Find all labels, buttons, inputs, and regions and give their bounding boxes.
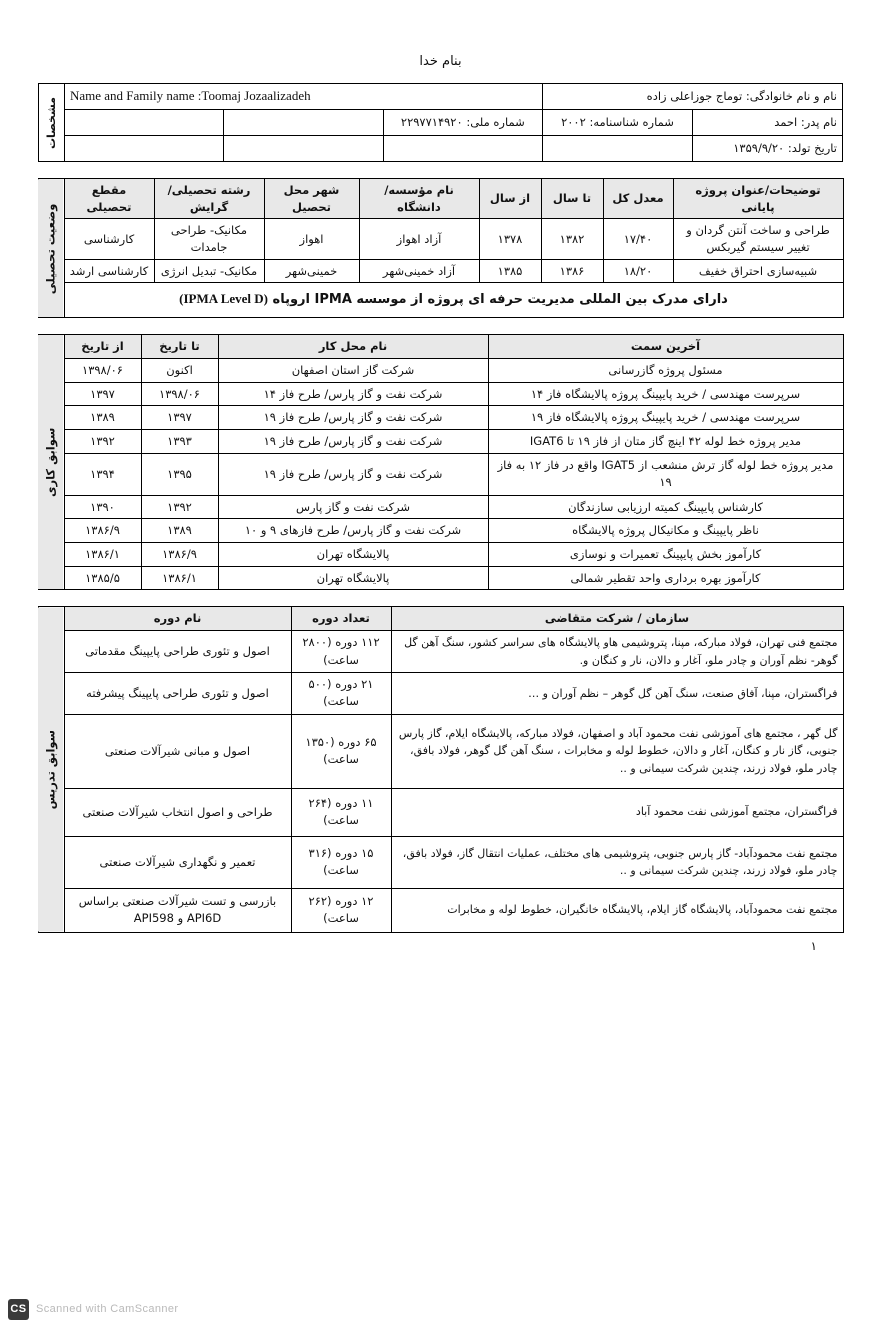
work-from-date: ۱۳۹۷ [64, 382, 141, 406]
work-from-date: ۱۳۹۰ [64, 495, 141, 519]
work-side-label: سوابق کاری [38, 335, 64, 590]
work-workplace: پالایشگاه تهران [218, 542, 488, 566]
table-row [38, 429, 843, 453]
page-number: ۱ [810, 938, 817, 953]
work-history-table [38, 334, 844, 590]
work-workplace: شرکت نفت و گاز پارس/ طرح فازهای ۹ و ۱۰ [218, 519, 488, 543]
education-project: شبیه‌سازی احتراق خفیف [673, 259, 843, 283]
work-to-date: ۱۳۸۹ [141, 519, 218, 543]
education-city: خمینی‌شهر [264, 259, 359, 283]
education-header-field: رشته تحصیلی/گرایش [154, 179, 264, 219]
work-header-position: آخرین سمت [488, 335, 843, 359]
table-row [39, 136, 843, 162]
work-to-date: ۱۳۹۳ [141, 429, 218, 453]
work-to-date: ۱۳۹۵ [141, 453, 218, 495]
work-position: سرپرست مهندسی / خرید پایپینگ پروژه پالایشگاه فاز ۱۴ [488, 382, 843, 406]
table-row [38, 495, 843, 519]
teaching-course-name: اصول و تئوری طراحی پایپینگ پیشرفته [64, 673, 291, 715]
work-position: مدیر پروژه خط لوله گاز ترش منشعب از IGAT5 واقع در فاز ۱۲ به فاز ۱۹ [488, 453, 843, 495]
table-header-row [38, 179, 843, 219]
teaching-course-name: اصول و مبانی شیرآلات صنعتی [64, 714, 291, 788]
work-header-from: از تاریخ [64, 335, 141, 359]
teaching-course-name: تعمیر و نگهداری شیرآلات صنعتی [64, 836, 291, 888]
ipma-note-fa: دارای مدرک بین المللی مدیریت حرفه ای پروژه از موسسه IPMA اروپاه [272, 292, 728, 308]
table-row [38, 453, 843, 495]
table-row [39, 84, 843, 110]
work-workplace: شرکت گاز استان اصفهان [218, 358, 488, 382]
teaching-org: مجتمع نفت محمودآباد- گاز پارس جنوبی، پتروشیمی های مختلف، عملیات انتقال گاز، فولاد بافق، چادر ملو، فولاد زرند، چندین شرکت سیمانی و .. [391, 836, 843, 888]
table-row [38, 630, 843, 672]
education-to-year: ۱۳۸۶ [541, 259, 603, 283]
work-from-date: ۱۳۸۶/۹ [64, 519, 141, 543]
identity-table [38, 83, 843, 162]
education-gpa: ۱۷/۴۰ [603, 219, 673, 259]
work-position: مدیر پروژه خط لوله ۴۲ اینچ گاز متان از فاز ۱۹ تا IGAT6 [488, 429, 843, 453]
identity-blank-cell-c [543, 136, 693, 162]
education-gpa: ۱۸/۲۰ [603, 259, 673, 283]
teaching-org: مجتمع فنی تهران، فولاد مبارکه، مپنا، پتروشیمی هاو پالایشگاه های سراسر کشور، سنگ آهن گل گوهر- نظم آوران و چادر ملو، آغار و دالان، نار و کنگان و. [391, 630, 843, 672]
teaching-header-org: سازمان / شرکت متقاضی [391, 607, 843, 631]
education-header-to-year: تا سال [541, 179, 603, 219]
education-from-year: ۱۳۸۵ [479, 259, 541, 283]
identity-blank-cell-a [224, 110, 383, 136]
work-workplace: شرکت نفت و گاز پارس/ طرح فاز ۱۹ [218, 453, 488, 495]
education-field: مکانیک- طراحی جامدات [154, 219, 264, 259]
education-header-degree: مقطع تحصیلی [64, 179, 154, 219]
table-row [38, 673, 843, 715]
identity-father-name: نام پدر: احمد [693, 110, 843, 136]
identity-national-id: شماره ملی: ۲۲۹۷۷۱۴۹۲۰ [383, 110, 542, 136]
table-row [38, 788, 843, 836]
work-header-to: تا تاریخ [141, 335, 218, 359]
work-from-date: ۱۳۸۵/۵ [64, 566, 141, 590]
teaching-count: ۱۲ دوره (۲۶۲ ساعت) [291, 888, 391, 932]
table-header-row [38, 335, 843, 359]
work-position: ناظر پایپینگ و مکانیکال پروژه پالایشگاه [488, 519, 843, 543]
teaching-org: گل گهر ، مجتمع های آموزشی نفت محمود آباد و اصفهان، فولاد مبارکه، پالایشگاه ایلام، گاز پارس جنوبی، گاز نار و کنگان، آغار و دالان، خطوط لوله و مخابرات ، سنگ آهن گل گوهر، فولاد بافق، چادر ملو، فولاد زرند، چندین شرکت سیمانی و .. [391, 714, 843, 788]
table-row [38, 519, 843, 543]
education-table [38, 178, 844, 318]
camscanner-watermark [0, 1292, 881, 1326]
education-institute: آزاد اهواز [359, 219, 479, 259]
education-side-label: وضعیت تحصیلی [38, 179, 64, 318]
education-city: اهواز [264, 219, 359, 259]
work-from-date: ۱۳۹۴ [64, 453, 141, 495]
ipma-certificate-note [64, 283, 843, 318]
work-position: کارشناس پایپینگ کمیته ارزیابی سازندگان [488, 495, 843, 519]
identity-blank-cell-b [65, 110, 224, 136]
work-from-date: ۱۳۹۸/۰۶ [64, 358, 141, 382]
identity-certificate-no: شماره شناسنامه: ۲۰۰۲ [543, 110, 693, 136]
table-row [38, 283, 843, 318]
work-position: کارآموز بخش پایپینگ تعمیرات و نوسازی [488, 542, 843, 566]
teaching-count: ۱۱ دوره (۲۶۴ ساعت) [291, 788, 391, 836]
work-to-date: ۱۳۹۲ [141, 495, 218, 519]
teaching-count: ۱۵ دوره (۳۱۶ ساعت) [291, 836, 391, 888]
work-from-date: ۱۳۸۹ [64, 406, 141, 430]
camscanner-logo-icon: CS [8, 1299, 29, 1320]
work-workplace: پالایشگاه تهران [218, 566, 488, 590]
education-header-gpa: معدل کل [603, 179, 673, 219]
education-header-from-year: از سال [479, 179, 541, 219]
work-position: کارآموز بهره برداری واحد تقطیر شمالی [488, 566, 843, 590]
teaching-side-label: سوابق تدریس [38, 607, 64, 932]
table-row [38, 714, 843, 788]
work-position: سرپرست مهندسی / خرید پایپینگ پروژه پالایشگاه فاز ۱۹ [488, 406, 843, 430]
table-row [38, 888, 843, 932]
work-to-date: ۱۳۸۶/۱ [141, 566, 218, 590]
identity-blank-cell-e [224, 136, 383, 162]
table-row [38, 566, 843, 590]
table-row [38, 219, 843, 259]
work-to-date: اکنون [141, 358, 218, 382]
work-workplace: شرکت نفت و گاز پارس/ طرح فاز ۱۹ [218, 429, 488, 453]
work-position: مسئول پروژه گازرسانی [488, 358, 843, 382]
teaching-org: مجتمع نفت محمودآباد، پالایشگاه گاز ایلام، پالایشگاه خانگیران، خطوط لوله و مخابرات [391, 888, 843, 932]
work-to-date: ۱۳۸۶/۹ [141, 542, 218, 566]
work-from-date: ۱۳۹۲ [64, 429, 141, 453]
table-header-row [38, 607, 843, 631]
education-header-project: توضیحات/عنوان پروژه پایانی [673, 179, 843, 219]
work-to-date: ۱۳۹۷ [141, 406, 218, 430]
education-institute: آزاد خمینی‌شهر [359, 259, 479, 283]
education-degree: کارشناسی [64, 219, 154, 259]
education-header-institute: نام مؤسسه/دانشگاه [359, 179, 479, 219]
work-to-date: ۱۳۹۸/۰۶ [141, 382, 218, 406]
identity-side-label: مشخصات [39, 84, 65, 162]
identity-blank-cell-f [65, 136, 224, 162]
teaching-count: ۲۱ دوره (۵۰۰ ساعت) [291, 673, 391, 715]
teaching-count: ۱۱۲ دوره (۲۸۰۰ ساعت) [291, 630, 391, 672]
identity-name-fa: نام و نام خانوادگی: توماج جوزاعلی زاده [543, 84, 843, 110]
table-row [38, 406, 843, 430]
work-header-workplace: نام محل کار [218, 335, 488, 359]
work-workplace: شرکت نفت و گاز پارس [218, 495, 488, 519]
teaching-org: فراگستران، مپنا، آفاق صنعت، سنگ آهن گل گوهر – نظم آوران و … [391, 673, 843, 715]
education-from-year: ۱۳۷۸ [479, 219, 541, 259]
teaching-header-name: نام دوره [64, 607, 291, 631]
teaching-course-name: بازرسی و تست شیرآلات صنعتی براساس API6D و API598 [64, 888, 291, 932]
teaching-course-name: اصول و تئوری طراحی پایپینگ مقدماتی [64, 630, 291, 672]
table-row [38, 382, 843, 406]
work-workplace: شرکت نفت و گاز پارس/ طرح فاز ۱۹ [218, 406, 488, 430]
identity-name-en: Name and Family name :Toomaj Jozaalizadeh [65, 84, 543, 110]
document-page [0, 54, 881, 1334]
education-to-year: ۱۳۸۲ [541, 219, 603, 259]
teaching-header-count: تعداد دوره [291, 607, 391, 631]
camscanner-text: Scanned with CamScanner [36, 1303, 179, 1315]
identity-blank-cell-d [383, 136, 542, 162]
education-degree: کارشناسی ارشد [64, 259, 154, 283]
education-project: طراحی و ساخت آنتن گردان و تغییر سیستم گیربکس [673, 219, 843, 259]
teaching-history-table [38, 606, 844, 932]
table-row [38, 358, 843, 382]
ipma-note-en: (IPMA Level D) [179, 291, 268, 307]
education-header-city: شهر محل تحصیل [264, 179, 359, 219]
table-row [38, 542, 843, 566]
table-row [39, 110, 843, 136]
identity-birth-date: تاریخ تولد: ۱۳۵۹/۹/۲۰ [693, 136, 843, 162]
teaching-course-name: طراحی و اصول انتخاب شیرآلات صنعتی [64, 788, 291, 836]
table-row [38, 836, 843, 888]
teaching-count: ۶۵ دوره (۱۳۵۰ ساعت) [291, 714, 391, 788]
work-workplace: شرکت نفت و گاز پارس/ طرح فاز ۱۴ [218, 382, 488, 406]
bismillah-heading: بنام خدا [419, 54, 462, 69]
table-row [38, 259, 843, 283]
education-field: مکانیک- تبدیل انرژی [154, 259, 264, 283]
work-from-date: ۱۳۸۶/۱ [64, 542, 141, 566]
teaching-org: فراگستران، مجتمع آموزشی نفت محمود آباد [391, 788, 843, 836]
